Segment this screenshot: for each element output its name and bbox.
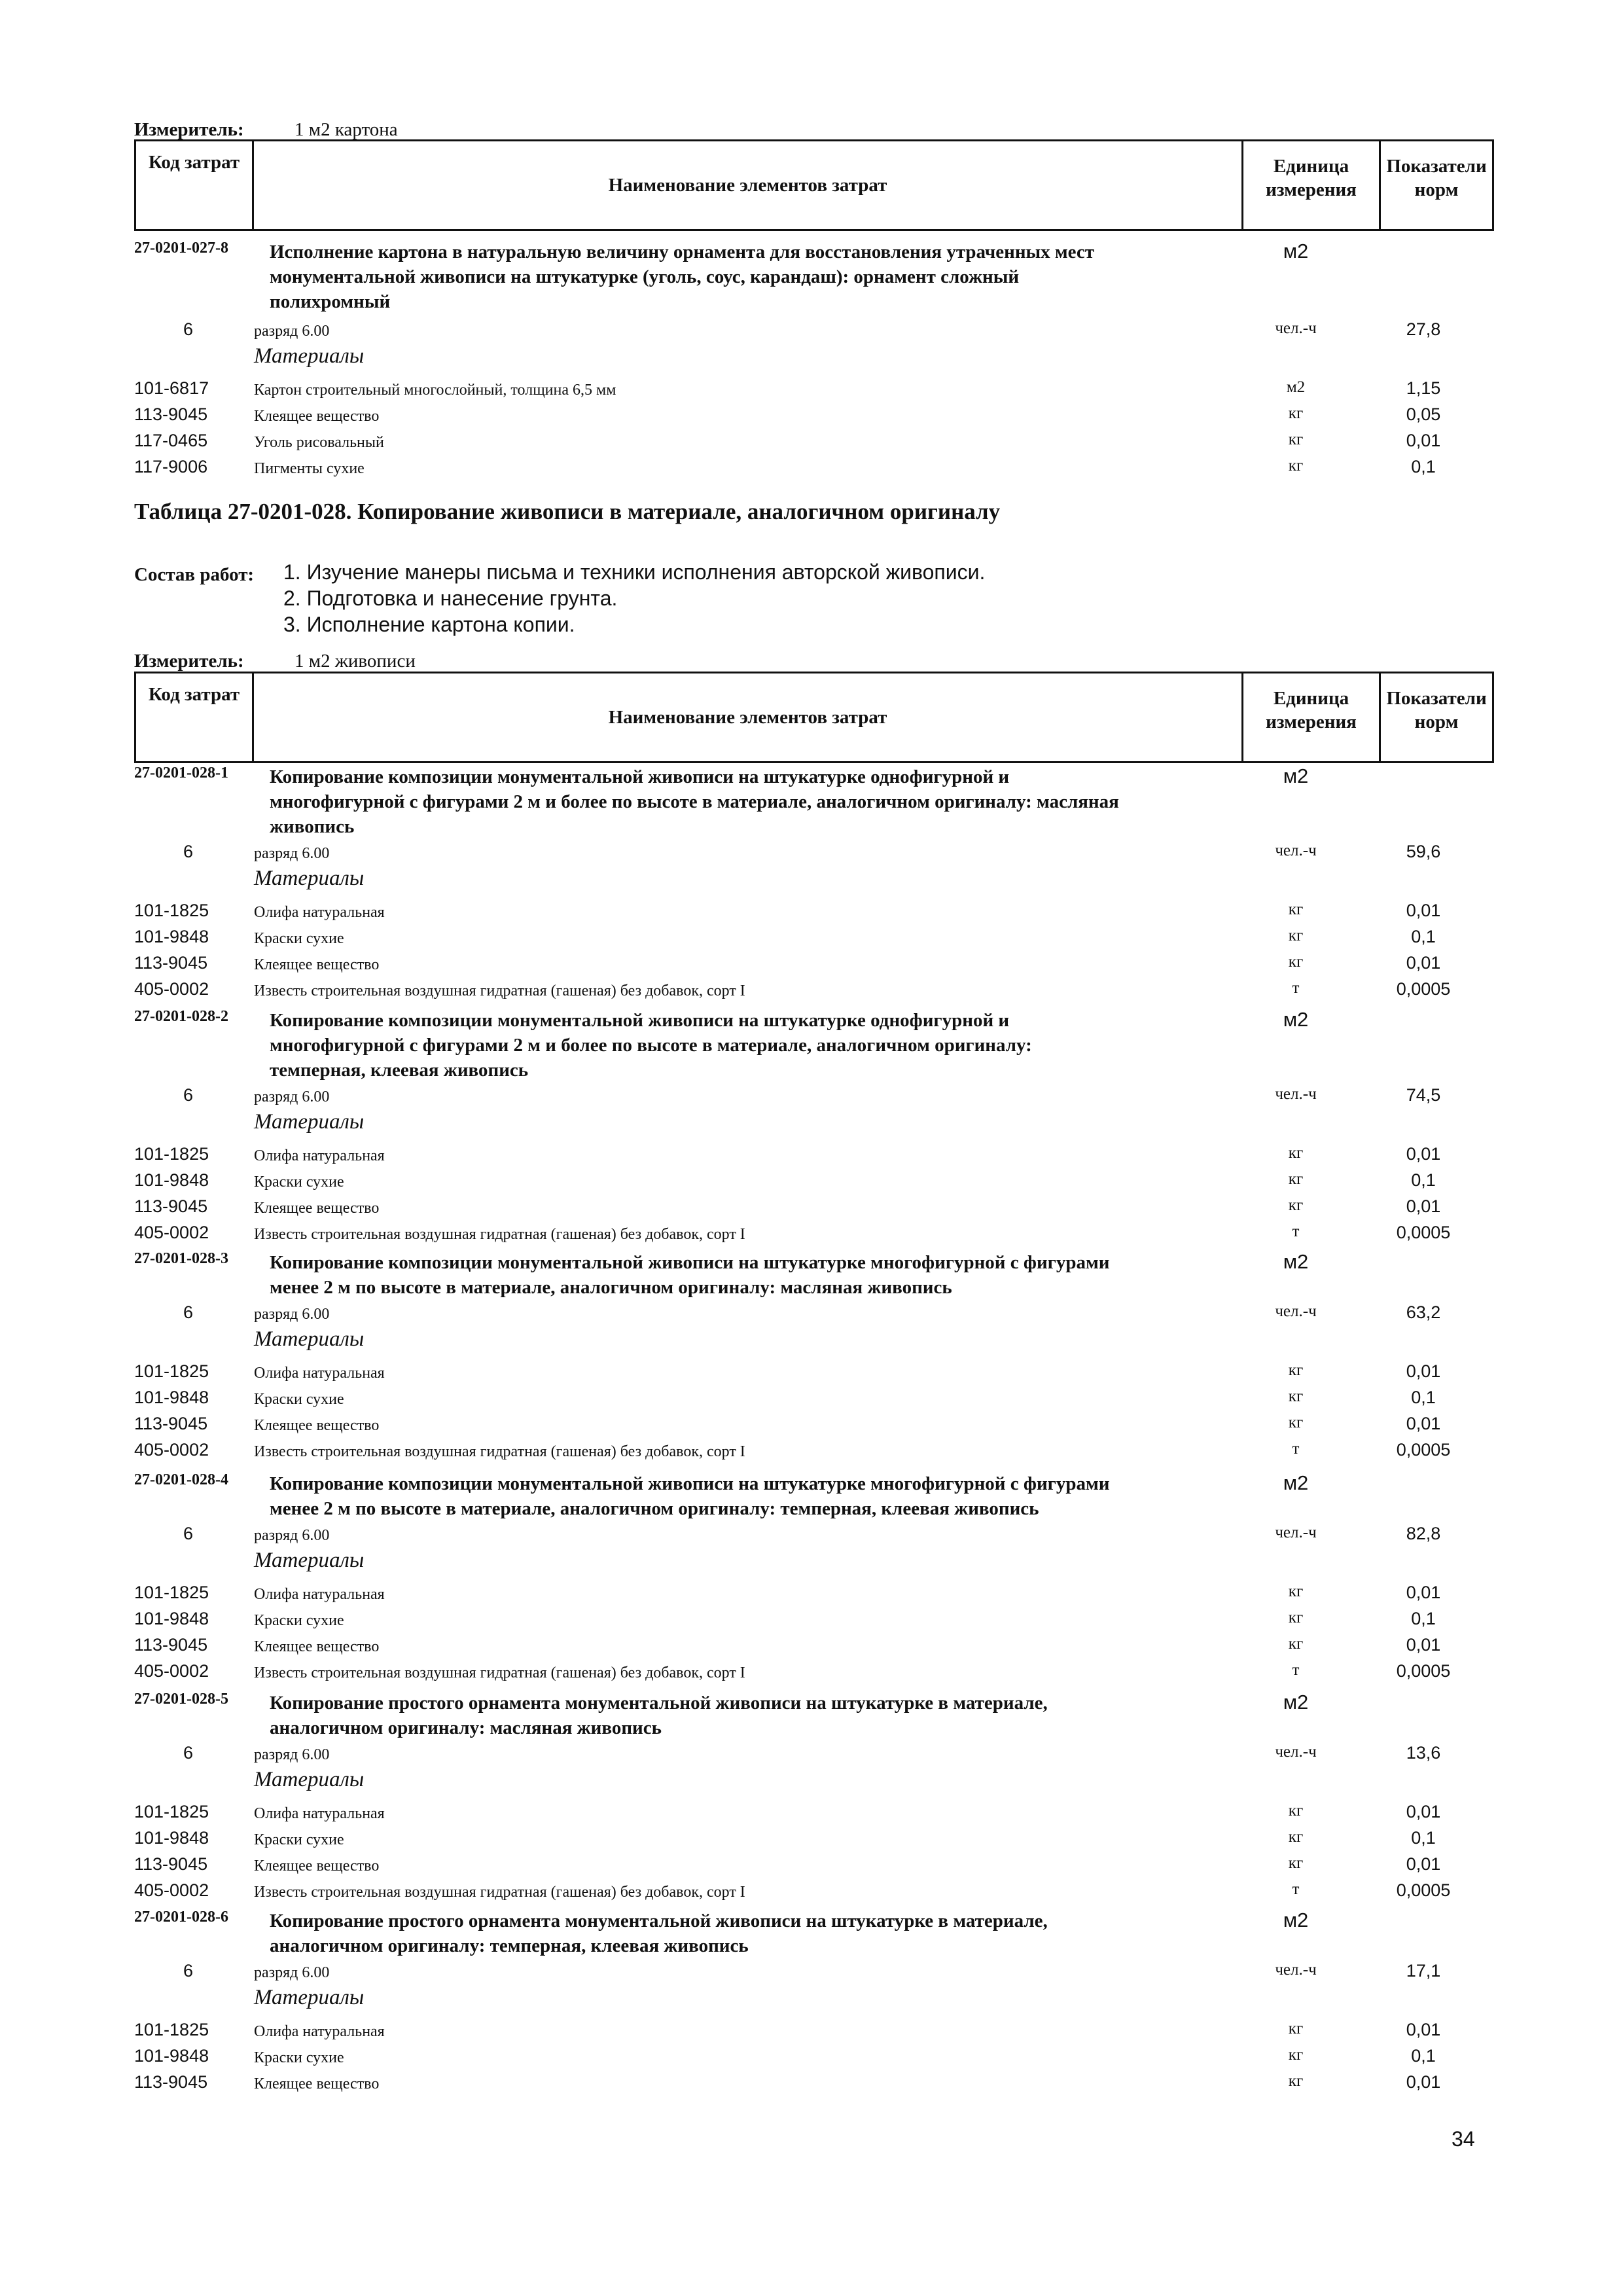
item-unit: м2 xyxy=(1283,764,1309,787)
labor-code: 6 xyxy=(183,842,193,861)
header-norm: Показатели норм xyxy=(1386,156,1487,200)
item-name: Исполнение картона в натуральную величину орнамента для восстановления утраченных мест монументальной живописи на штукатурке (уголь, соус, карандаш): орнамент сложный полихромный xyxy=(270,242,1095,312)
meter-line-1 xyxy=(134,119,398,141)
material-name: Олифа натуральная xyxy=(254,904,385,921)
item-name xyxy=(270,1008,1219,1083)
item-unit: м2 xyxy=(1283,1008,1309,1031)
labor-code: 6 xyxy=(183,319,193,339)
material-code: 101-1825 xyxy=(134,2020,209,2039)
labor-value: 63,2 xyxy=(1406,1302,1441,1322)
material-code: 101-1825 xyxy=(134,1144,209,1164)
item-name xyxy=(270,1250,1219,1300)
material-unit: кг xyxy=(1288,1361,1304,1379)
item-code: 27-0201-028-2 xyxy=(134,1008,228,1025)
item-code: 27-0201-028-3 xyxy=(134,1250,228,1267)
material-value: 0,01 xyxy=(1406,1635,1441,1655)
material-name: Клеящее вещество xyxy=(254,408,380,425)
material-code: 101-6817 xyxy=(134,378,209,398)
material-value: 0,01 xyxy=(1406,901,1441,920)
item-name-line: живопись xyxy=(270,816,355,837)
material-value: 0,1 xyxy=(1411,1609,1436,1628)
labor-value: 27,8 xyxy=(1406,319,1441,339)
material-unit: кг xyxy=(1288,1635,1304,1653)
item-name xyxy=(270,1691,1219,1740)
material-code: 101-9848 xyxy=(134,1828,209,1848)
labor-value: 82,8 xyxy=(1406,1524,1441,1543)
meter-label: Измеритель: xyxy=(134,119,244,140)
material-name: Олифа натуральная xyxy=(254,2023,385,2040)
material-name: Олифа натуральная xyxy=(254,1805,385,1822)
works-item: 3. Исполнение картона копии. xyxy=(283,613,575,636)
material-unit: кг xyxy=(1288,404,1304,422)
header-unit: Единица измерения xyxy=(1243,141,1381,229)
page-number: 34 xyxy=(1452,2127,1475,2151)
material-code: 113-9045 xyxy=(134,1414,208,1433)
material-value: 0,01 xyxy=(1406,1196,1441,1216)
material-unit: кг xyxy=(1288,901,1304,918)
labor-name: разряд 6.00 xyxy=(254,845,330,862)
material-unit: кг xyxy=(1288,2020,1304,2037)
material-name: Краски сухие xyxy=(254,1174,344,1191)
material-value: 0,01 xyxy=(1406,1802,1441,1821)
labor-name: разряд 6.00 xyxy=(254,323,330,340)
material-unit: кг xyxy=(1288,2072,1304,2090)
item-name-line: темперная, клеевая живопись xyxy=(270,1060,529,1081)
material-code: 405-0002 xyxy=(134,979,209,999)
item-name-line: Копирование композиции монументальной живописи на штукатурке однофигурной и xyxy=(270,766,1010,787)
material-code: 101-9848 xyxy=(134,1170,209,1190)
material-value: 0,01 xyxy=(1406,2020,1441,2039)
labor-value: 17,1 xyxy=(1406,1961,1441,1981)
item-unit: м2 xyxy=(1283,1471,1309,1494)
item-name-line: многофигурной с фигурами 2 м и более по высоте в материале, аналогичном оригиналу: xyxy=(270,1035,1032,1056)
header-code: Код затрат xyxy=(136,141,254,229)
material-unit: кг xyxy=(1288,927,1304,944)
table-header-2 xyxy=(134,672,1494,763)
header-name: Наименование элементов затрат xyxy=(254,141,1243,229)
material-value: 0,01 xyxy=(1406,1414,1441,1433)
labor-code: 6 xyxy=(183,1743,193,1763)
material-unit: кг xyxy=(1288,1609,1304,1626)
item-unit: м2 xyxy=(1283,1909,1309,1931)
labor-unit: чел.-ч xyxy=(1275,842,1317,859)
material-name: Краски сухие xyxy=(254,2049,344,2066)
item-name xyxy=(270,1909,1219,1958)
labor-code: 6 xyxy=(183,1302,193,1322)
material-value: 0,1 xyxy=(1411,1170,1436,1190)
meter-value: 1 м2 картона xyxy=(294,119,398,140)
material-value: 0,01 xyxy=(1406,2072,1441,2092)
material-code: 101-9848 xyxy=(134,927,209,946)
labor-unit: чел.-ч xyxy=(1275,1961,1317,1979)
labor-name: разряд 6.00 xyxy=(254,1088,330,1105)
material-value: 1,15 xyxy=(1406,378,1441,398)
material-name: Олифа натуральная xyxy=(254,1586,385,1603)
works-label: Состав работ: xyxy=(134,564,255,585)
material-value: 0,1 xyxy=(1411,2046,1436,2066)
labor-name: разряд 6.00 xyxy=(254,1964,330,1981)
material-unit: кг xyxy=(1288,1854,1304,1872)
material-value: 0,1 xyxy=(1411,927,1436,946)
material-name: Клеящее вещество xyxy=(254,1638,380,1655)
item-name xyxy=(270,764,1219,839)
labor-unit: чел.-ч xyxy=(1275,1743,1317,1761)
material-code: 101-9848 xyxy=(134,2046,209,2066)
material-name: Краски сухие xyxy=(254,1612,344,1629)
material-code: 113-9045 xyxy=(134,404,208,424)
material-name: Известь строительная воздушная гидратная (гашеная) без добавок, сорт I xyxy=(254,1226,745,1243)
material-name: Краски сухие xyxy=(254,1391,344,1408)
material-value: 0,01 xyxy=(1406,431,1441,450)
header-norm: Показатели норм xyxy=(1386,688,1487,732)
material-unit: кг xyxy=(1288,953,1304,971)
material-value: 0,1 xyxy=(1411,1828,1436,1848)
material-name: Известь строительная воздушная гидратная (гашеная) без добавок, сорт I xyxy=(254,1664,745,1681)
material-unit: кг xyxy=(1288,457,1304,475)
material-unit: кг xyxy=(1288,431,1304,448)
material-code: 101-9848 xyxy=(134,1388,209,1407)
header-name: Наименование элементов затрат xyxy=(254,673,1243,761)
material-code: 405-0002 xyxy=(134,1880,209,1900)
meter-value: 1 м2 живописи xyxy=(294,651,416,672)
works-composition xyxy=(134,560,986,636)
material-name: Уголь рисовальный xyxy=(254,434,384,451)
material-name: Известь строительная воздушная гидратная (гашеная) без добавок, сорт I xyxy=(254,1884,745,1901)
material-value: 0,0005 xyxy=(1396,1661,1451,1681)
meter-label: Измеритель: xyxy=(134,651,244,672)
material-unit: т xyxy=(1292,1440,1300,1458)
works-item: 1. Изучение манеры письма и техники исполнения авторской живописи. xyxy=(283,560,986,584)
material-code: 117-0465 xyxy=(134,431,208,450)
material-value: 0,0005 xyxy=(1396,979,1451,999)
labor-value: 59,6 xyxy=(1406,842,1441,861)
material-name: Олифа натуральная xyxy=(254,1365,385,1382)
material-value: 0,01 xyxy=(1406,1854,1441,1874)
material-value: 0,0005 xyxy=(1396,1440,1451,1460)
material-code: 113-9045 xyxy=(134,1854,208,1874)
labor-unit: чел.-ч xyxy=(1275,319,1317,337)
labor-unit: чел.-ч xyxy=(1275,1085,1317,1103)
material-code: 101-1825 xyxy=(134,1802,209,1821)
table-title: Таблица 27-0201-028. Копирование живописи в материале, аналогичном оригиналу xyxy=(134,499,1001,524)
material-name: Краски сухие xyxy=(254,1831,344,1848)
material-name: Клеящее вещество xyxy=(254,2075,380,2092)
labor-value: 74,5 xyxy=(1406,1085,1441,1105)
material-name: Клеящее вещество xyxy=(254,1857,380,1874)
material-code: 101-1825 xyxy=(134,1361,209,1381)
material-value: 0,01 xyxy=(1406,953,1441,973)
labor-name: разряд 6.00 xyxy=(254,1527,330,1544)
item-unit: м2 xyxy=(1283,1250,1309,1273)
item-name-line: Копирование простого орнамента монументальной живописи на штукатурке в материале, xyxy=(270,1693,1048,1713)
material-value: 0,01 xyxy=(1406,1361,1441,1381)
item-name-line: Копирование композиции монументальной живописи на штукатурке многофигурной с фигурами xyxy=(270,1252,1110,1273)
header-unit: Единица измерения xyxy=(1243,673,1381,761)
material-value: 0,0005 xyxy=(1396,1880,1451,1900)
materials-label: Материалы xyxy=(254,1110,365,1134)
item-code: 27-0201-028-5 xyxy=(134,1691,228,1708)
material-unit: т xyxy=(1292,1223,1300,1240)
material-unit: т xyxy=(1292,979,1300,997)
item-unit: м2 xyxy=(1283,240,1309,262)
material-code: 405-0002 xyxy=(134,1223,209,1242)
material-code: 113-9045 xyxy=(134,1196,208,1216)
item-name-line: Копирование композиции монументальной живописи на штукатурке однофигурной и xyxy=(270,1010,1010,1031)
material-unit: м2 xyxy=(1286,378,1306,396)
material-value: 0,01 xyxy=(1406,1583,1441,1602)
table-header-1 xyxy=(134,139,1494,231)
item-name-line: менее 2 м по высоте в материале, аналогичном оригиналу: темперная, клеевая живопись xyxy=(270,1498,1039,1519)
works-item: 2. Подготовка и нанесение грунта. xyxy=(283,586,618,610)
material-value: 0,1 xyxy=(1411,1388,1436,1407)
material-code: 113-9045 xyxy=(134,953,208,973)
material-name: Олифа натуральная xyxy=(254,1147,385,1164)
materials-label: Материалы xyxy=(254,1549,365,1572)
material-value: 0,0005 xyxy=(1396,1223,1451,1242)
material-code: 113-9045 xyxy=(134,2072,208,2092)
material-unit: кг xyxy=(1288,1802,1304,1820)
material-unit: кг xyxy=(1288,1388,1304,1405)
materials-label: Материалы xyxy=(254,1327,365,1351)
item-name-line: аналогичном оригиналу: темперная, клеевая живопись xyxy=(270,1935,749,1956)
material-name: Клеящее вещество xyxy=(254,1417,380,1434)
material-code: 113-9045 xyxy=(134,1635,208,1655)
labor-unit: чел.-ч xyxy=(1275,1302,1317,1320)
item-code: 27-0201-028-6 xyxy=(134,1909,228,1926)
material-code: 405-0002 xyxy=(134,1440,209,1460)
item-name-line: Копирование простого орнамента монументальной живописи на штукатурке в материале, xyxy=(270,1910,1048,1931)
labor-value: 13,6 xyxy=(1406,1743,1441,1763)
materials-label: Материалы xyxy=(254,1986,365,2009)
material-name: Картон строительный многослойный, толщина 6,5 мм xyxy=(254,382,616,399)
material-unit: т xyxy=(1292,1661,1300,1679)
material-unit: кг xyxy=(1288,1196,1304,1214)
material-name: Клеящее вещество xyxy=(254,1200,380,1217)
labor-code: 6 xyxy=(183,1524,193,1543)
material-code: 117-9006 xyxy=(134,457,208,476)
material-name: Известь строительная воздушная гидратная (гашеная) без добавок, сорт I xyxy=(254,982,745,999)
material-value: 0,1 xyxy=(1411,457,1436,476)
item-name xyxy=(270,1471,1219,1521)
item-code: 27-0201-027-8 xyxy=(134,240,228,257)
material-name: Краски сухие xyxy=(254,930,344,947)
document-page: Измеритель: 1 м2 картона Код затрат Наименование элементов затрат Единица измерения Показатели норм 27-0201-027-8 Исполнение картона в натуральную величину орнамента для восстановления утраченных мест монументальной живописи на штукатурке (уголь, соус, карандаш): орнамент сложный полихромный м2 6 разряд 6.00 чел.-ч 27,8 Материалы 101-6817 Картон строительный многослойный, толщина 6,5 мм м2 1,15 113-9045 Клеящее вещество кг 0,05 117-0465 Уголь рисовальный кг 0,01 117-9006 Пигменты сухие кг 0,1 Таблица 27-0201-028. Копирование живописи в материале, аналогичном оригиналу Состав работ: 1. Изучение манеры письма и техники исполнения авторской живописи. 2. Подготовка и нанесение грунта. 3. Исполнение картона копии. Измеритель: 1 м2 живописи Код затрат Наименование элементов затрат Единица измерения Показатели норм 27-0201-028-1 Копирование композиции монументальной живописи на штукатурке однофигурной и многофигурной с фигурами 2 м и более по высоте в материале, аналогичном оригиналу: масляная живопись м2 6 разряд 6.00 чел.-ч 59,6 Материалы 101-1825 Олифа натуральная кг 0,01 101-9848 Краски сухие кг 0,1 113-9045 Клеящее вещество кг 0,01 405-0002 Известь строительная воздушная гидратная (гашеная) без добавок, сорт I т 0,0005 27-0201-028-2 Копирование композиции монументальной живописи на штукатурке однофигурной и многофигурной с фигурами 2 м и более по высоте в материале, аналогичном оригиналу: темперная, клеевая живопись м2 6 разряд 6.00 чел.-ч 74,5 Материалы 101-1825 Олифа натуральная кг 0,01 101-9848 Краски сухие кг 0,1 113-9045 Клеящее вещество кг 0,01 405-0002 Известь строительная воздушная гидратная (гашеная) без добавок, сорт I т 0,0005 27-0201-028-3 Копирование композиции монументальной живописи на штукатурке многофигурной с фигурами менее 2 м по высоте в материале, аналогичном оригиналу: масляная живопись м2 6 разряд 6.00 чел.-ч 63,2 Материалы 101-1825 Олифа натуральная кг 0,01 101-9848 Краски сухие кг 0,1 113-9045 Клеящее вещество кг 0,01 405-0002 Известь строительная воздушная гидратная (гашеная) без добавок, сорт I т 0,0005 27-0201-028-4 Копирование композиции монументальной живописи на штукатурке многофигурной с фигурами менее 2 м по высоте в материале, аналогичном оригиналу: темперная, клеевая живопись м2 6 разряд 6.00 чел.-ч 82,8 Материалы 101-1825 Олифа натуральная кг 0,01 101-9848 Краски сухие кг 0,1 113-9045 Клеящее вещество кг 0,01 405-0002 Известь строительная воздушная гидратная (гашеная) без добавок, сорт I т 0,0005 27-0201-028-5 Копирование простого орнамента монументальной живописи на штукатурке в материале, аналогичном оригиналу: масляная живопись м2 6 разряд 6.00 чел.-ч 13,6 Материалы 101-1825 Олифа натуральная кг 0,01 101-9848 Краски сухие кг 0,1 113-9045 Клеящее вещество кг 0,01 405-0002 Известь строительная воздушная гидратная (гашеная) без добавок, сорт I т 0,0005 27-0201-028-6 Копирование простого орнамента монументальной живописи на штукатурке в материале, аналогичном оригиналу: темперная, клеевая живопись м2 6 разряд 6.00 чел.-ч 17,1 Материалы 101-1825 Олифа натуральная кг 0,01 101-9848 Краски сухие кг 0,1 113-9045 Клеящее вещество кг 0,01 34 xyxy=(0,0,1623,2296)
material-code: 405-0002 xyxy=(134,1661,209,1681)
material-code: 101-9848 xyxy=(134,1609,209,1628)
material-unit: т xyxy=(1292,1880,1300,1898)
item-code: 27-0201-028-1 xyxy=(134,764,228,781)
material-name: Клеящее вещество xyxy=(254,956,380,973)
materials-label: Материалы xyxy=(254,867,365,890)
header-code: Код затрат xyxy=(136,673,254,761)
labor-name: разряд 6.00 xyxy=(254,1746,330,1763)
item-name-line: Копирование композиции монументальной живописи на штукатурке многофигурной с фигурами xyxy=(270,1473,1110,1494)
material-code: 101-1825 xyxy=(134,901,209,920)
material-value: 0,01 xyxy=(1406,1144,1441,1164)
material-name: Известь строительная воздушная гидратная (гашеная) без добавок, сорт I xyxy=(254,1443,745,1460)
item-name-line: многофигурной с фигурами 2 м и более по высоте в материале, аналогичном оригиналу: масляная xyxy=(270,791,1119,812)
item-unit: м2 xyxy=(1283,1691,1309,1713)
material-unit: кг xyxy=(1288,1170,1304,1188)
item-code: 27-0201-028-4 xyxy=(134,1471,228,1488)
item-name-line: менее 2 м по высоте в материале, аналогичном оригиналу: масляная живопись xyxy=(270,1277,952,1298)
material-name: Пигменты сухие xyxy=(254,460,365,477)
materials-label: Материалы xyxy=(254,1768,365,1791)
labor-code: 6 xyxy=(183,1961,193,1981)
material-unit: кг xyxy=(1288,2046,1304,2064)
labor-name: разряд 6.00 xyxy=(254,1306,330,1323)
labor-code: 6 xyxy=(183,1085,193,1105)
labor-unit: чел.-ч xyxy=(1275,1524,1317,1541)
material-unit: кг xyxy=(1288,1828,1304,1846)
meter-line-2 xyxy=(134,651,416,672)
material-unit: кг xyxy=(1288,1144,1304,1162)
material-unit: кг xyxy=(1288,1414,1304,1431)
material-value: 0,05 xyxy=(1406,404,1441,424)
material-code: 101-1825 xyxy=(134,1583,209,1602)
item-name-line: аналогичном оригиналу: масляная живопись xyxy=(270,1717,662,1738)
material-unit: кг xyxy=(1288,1583,1304,1600)
